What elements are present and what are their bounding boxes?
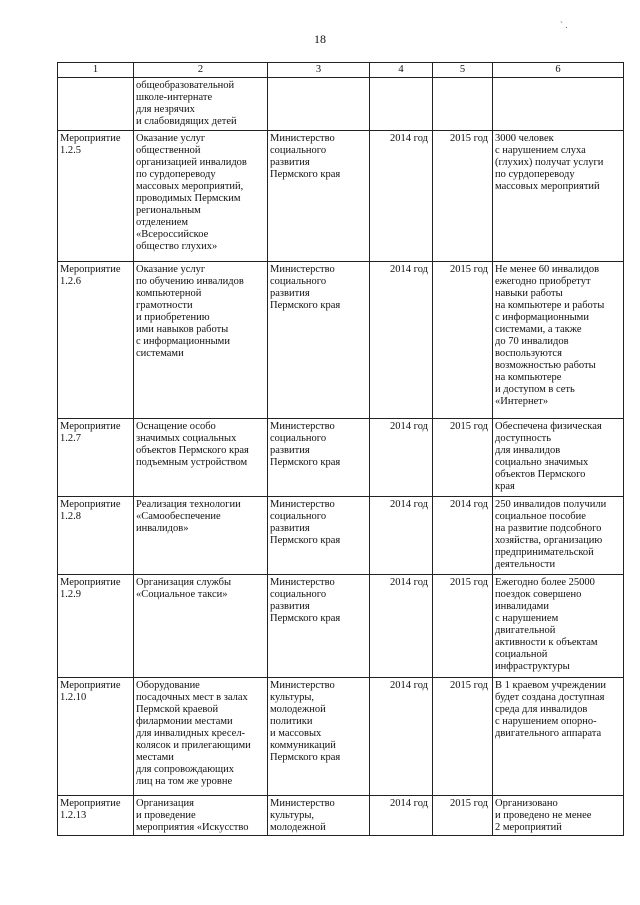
header-col-4: 4	[370, 63, 433, 78]
end-year: 2015 год	[433, 419, 493, 497]
measure-name: Оказание услуг по обучению инвалидов компьютерной грамотности и приобретению ими навыков работы с информационными системами	[134, 262, 268, 419]
table-row	[58, 678, 624, 796]
end-year: 2015 год	[433, 796, 493, 836]
start-year: 2014 год	[370, 262, 433, 419]
header-col-3: 3	[268, 63, 370, 78]
responsible-ministry: Министерство социального развития Пермского края	[268, 497, 370, 575]
expected-result: В 1 краевом учреждении будет создана доступная среда для инвалидов с нарушением опорно- двигательного аппарата	[493, 678, 624, 796]
end-year: 2015 год	[433, 131, 493, 262]
header-col-1: 1	[58, 63, 134, 78]
responsible-ministry: Министерство культуры, молодежной политики и массовых коммуникаций Пермского края	[268, 678, 370, 796]
measure-id: Мероприятие 1.2.13	[58, 796, 134, 836]
header-row	[58, 63, 624, 78]
header-col-2: 2	[134, 63, 268, 78]
expected-result: 3000 человек с нарушением слуха (глухих) получат услуги по сурдопереводу массовых мероприятий	[493, 131, 624, 262]
measure-name: Оборудование посадочных мест в залах Пермской краевой филармонии местами для инвалидных кресел- колясок и прилегающими местами для сопровождающих лиц на том же уровне	[134, 678, 268, 796]
table-row	[58, 131, 624, 262]
table-row	[58, 575, 624, 678]
measures-table	[57, 62, 624, 836]
scan-mark: ` .	[560, 20, 568, 30]
measure-id: Мероприятие 1.2.6	[58, 262, 134, 419]
measure-id: Мероприятие 1.2.5	[58, 131, 134, 262]
measure-id	[58, 78, 134, 131]
table-row	[58, 497, 624, 575]
measure-id: Мероприятие 1.2.9	[58, 575, 134, 678]
measure-name: общеобразовательной школе-интернате для незрячих и слабовидящих детей	[134, 78, 268, 131]
header-col-6: 6	[493, 63, 624, 78]
table-row	[58, 78, 624, 131]
expected-result	[493, 78, 624, 131]
end-year: 2015 год	[433, 262, 493, 419]
measure-name: Организация и проведение мероприятия «Искусство	[134, 796, 268, 836]
measure-name: Организация службы «Социальное такси»	[134, 575, 268, 678]
start-year: 2014 год	[370, 131, 433, 262]
start-year: 2014 год	[370, 678, 433, 796]
responsible-ministry: Министерство социального развития Пермского края	[268, 575, 370, 678]
measure-name: Оснащение особо значимых социальных объектов Пермского края подъемным устройством	[134, 419, 268, 497]
end-year	[433, 78, 493, 131]
responsible-ministry: Министерство культуры, молодежной	[268, 796, 370, 836]
measure-name: Оказание услуг общественной организацией инвалидов по сурдопереводу массовых мероприятий, проводимых Пермским региональным отделением «Всероссийское общество глухих»	[134, 131, 268, 262]
header-col-5: 5	[433, 63, 493, 78]
expected-result: 250 инвалидов получили социальное пособие на развитие подсобного хозяйства, организацию предпринимательской деятельности	[493, 497, 624, 575]
start-year	[370, 78, 433, 131]
responsible-ministry	[268, 78, 370, 131]
measure-name: Реализация технологии «Самообеспечение инвалидов»	[134, 497, 268, 575]
page-number: 18	[314, 32, 326, 46]
measure-id: Мероприятие 1.2.10	[58, 678, 134, 796]
table-row	[58, 796, 624, 836]
end-year: 2015 год	[433, 678, 493, 796]
start-year: 2014 год	[370, 419, 433, 497]
expected-result: Ежегодно более 25000 поездок совершено инвалидами с нарушением двигательной активности к объектам социальной инфраструктуры	[493, 575, 624, 678]
start-year: 2014 год	[370, 796, 433, 836]
responsible-ministry: Министерство социального развития Пермского края	[268, 419, 370, 497]
expected-result: Не менее 60 инвалидов ежегодно приобретут навыки работы на компьютере и работы с информационными системами, а также до 70 инвалидов воспользуются возможностью работы на компьютере и доступом в сеть «Интернет»	[493, 262, 624, 419]
responsible-ministry: Министерство социального развития Пермского края	[268, 131, 370, 262]
start-year: 2014 год	[370, 497, 433, 575]
responsible-ministry: Министерство социального развития Пермского края	[268, 262, 370, 419]
end-year: 2015 год	[433, 575, 493, 678]
end-year: 2014 год	[433, 497, 493, 575]
start-year: 2014 год	[370, 575, 433, 678]
table-row	[58, 419, 624, 497]
expected-result: Обеспечена физическая доступность для инвалидов социально значимых объектов Пермского края	[493, 419, 624, 497]
expected-result: Организовано и проведено не менее 2 мероприятий	[493, 796, 624, 836]
table-row	[58, 262, 624, 419]
measure-id: Мероприятие 1.2.8	[58, 497, 134, 575]
measure-id: Мероприятие 1.2.7	[58, 419, 134, 497]
